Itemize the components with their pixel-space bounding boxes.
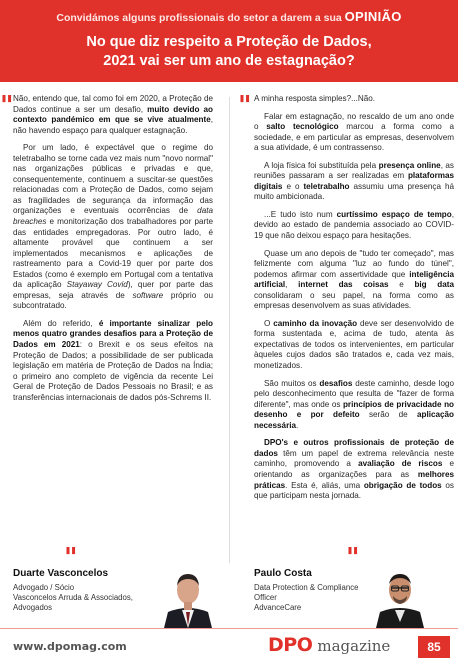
- author-right: [254, 568, 374, 613]
- page-title: [10, 33, 448, 71]
- author-photo: [372, 566, 428, 628]
- right-column: [254, 94, 454, 509]
- paragraph: ...E tudo isto num curtíssimo espaço de tempo, devido ao estado de pandemia associado ao COVID-19 que não deixou espaço para hesitações.: [254, 209, 454, 241]
- author-left: [13, 568, 153, 613]
- open-quote-icon: ": [0, 91, 14, 121]
- paragraph: Além do referido, é importante sinalizar pelo menos quatro grandes desafios para a Proteção de Dados em 2021: o Brexit e os seus efeitos na Proteção de Dados; a possibilidade de ser publicada legislação em matéria de Proteção de Dados na Índia; o primeiro ano completo de vigência da recente Lei Geral de Proteção de Dados Pessoais no Brasil; e as transferências internacionais de dados pós-Schrems II.: [13, 318, 213, 402]
- paragraph: A minha resposta simples?...Não.: [254, 94, 376, 103]
- left-column: [13, 94, 213, 410]
- paragraph: DPO's e outros profissionais de proteção de dados têm um papel de extrema relevância neste caminho, promovendo a avaliação de riscos e orientando as organizações para as melhores práticas. Esta é, aliás, uma obrigação de todos os que participam nesta jornada.: [254, 438, 454, 501]
- paragraph: A loja física foi substituída pela presença online, as reuniões passaram a ser realizadas em plataformas digitais e o teletrabalho assumiu uma presença há muito ambicionada.: [254, 160, 454, 202]
- title-line-1: No que diz respeito a Proteção de Dados,: [86, 34, 372, 50]
- kicker: [0, 9, 458, 24]
- author-name: Paulo Costa: [254, 568, 312, 579]
- page-number: 85: [418, 636, 450, 658]
- brand-magazine: magazine: [317, 637, 391, 655]
- column-divider: [229, 97, 230, 563]
- site-url[interactable]: www.dpomag.com: [13, 640, 127, 653]
- paragraph: O caminho da inovação deve ser desenvolvido de forma sustentada e, acima de tudo, atenta às expectativas de todos os intervenientes, em particular àqueles cujos dados são tratados e, cada vez mais, monetizados.: [254, 318, 454, 371]
- author-company: Advogados: [13, 603, 53, 612]
- author-role: Advogado / Sócio: [13, 583, 75, 592]
- paragraph: Quase um ano depois de "tudo ter começado", mas felizmente com alguma "luz ao fundo do túnel", podemos afirmar com assertividade que inteligência artificial, internet das coisas e big data consolidaram o seu papel, na forma como as empresas desenvolvem as suas atividades.: [254, 248, 455, 311]
- open-quote-icon: ": [238, 91, 252, 121]
- author-photo: [160, 566, 216, 628]
- paragraph: Falar em estagnação, no rescaldo de um ano onde o salto tecnológico marcou a forma como a sociedade, e em particular as empresas, desenvolvem a sua atividade, é um contrassenso.: [254, 111, 454, 153]
- brand-logo: [268, 634, 390, 656]
- author-company: AdvanceCare: [254, 603, 302, 612]
- header-banner: [0, 0, 458, 82]
- author-company: Vasconcelos Arruda & Associados,: [13, 593, 133, 602]
- title-line-2: 2021 vai ser um ano de estagnação?: [103, 53, 355, 69]
- paragraph: São muitos os desafios deste caminho, desde logo pelo desconhecimento que resulta de "fazer de forma diferente", mas onde os princípios de privacidade no desenho e por defeito serão de aplicação necessária.: [254, 378, 455, 430]
- author-name: Duarte Vasconcelos: [13, 568, 109, 579]
- footer-rule: [0, 628, 458, 629]
- close-quote-icon: ": [346, 543, 360, 573]
- kicker-text: Convidámos alguns profissionais do setor a darem a sua: [56, 12, 342, 24]
- paragraph: Por um lado, é expectável que o regime do teletrabalho se torne cada vez mais num "novo normal" nas organizações públicas e privadas e que, consequentemente, continuem a suscitar-se questões relacionadas com a Proteção de Dados, como sejam as fragilidades de segurança da informação das organizações e eventuais ocorrências de data breaches e monitorização dos trabalhadores por parte das entidades empregadoras. Por outro lado, é altamente provável que continuem a ser implementados mecanismos e aplicações de rastreamento para a Covid-19 quer por parte dos Estados (como é exemplo em Portugal com a tentativa da aplicação Stayaway Covid), quer por parte das empresas, seja através de software próprio ou subcontratado.: [13, 143, 213, 311]
- brand-dpo: DPO: [268, 634, 313, 656]
- close-quote-icon: ": [64, 543, 78, 573]
- author-role: Data Protection & Compliance Officer: [254, 583, 359, 602]
- paragraph: Não, entendo que, tal como foi em 2020, a Proteção de Dados continue a ser um desafio, muito devido ao contexto pandémico em que se vive atualmente, não havendo espaço para qualquer estagnação.: [13, 94, 213, 135]
- kicker-strong: OPINIÃO: [344, 9, 402, 24]
